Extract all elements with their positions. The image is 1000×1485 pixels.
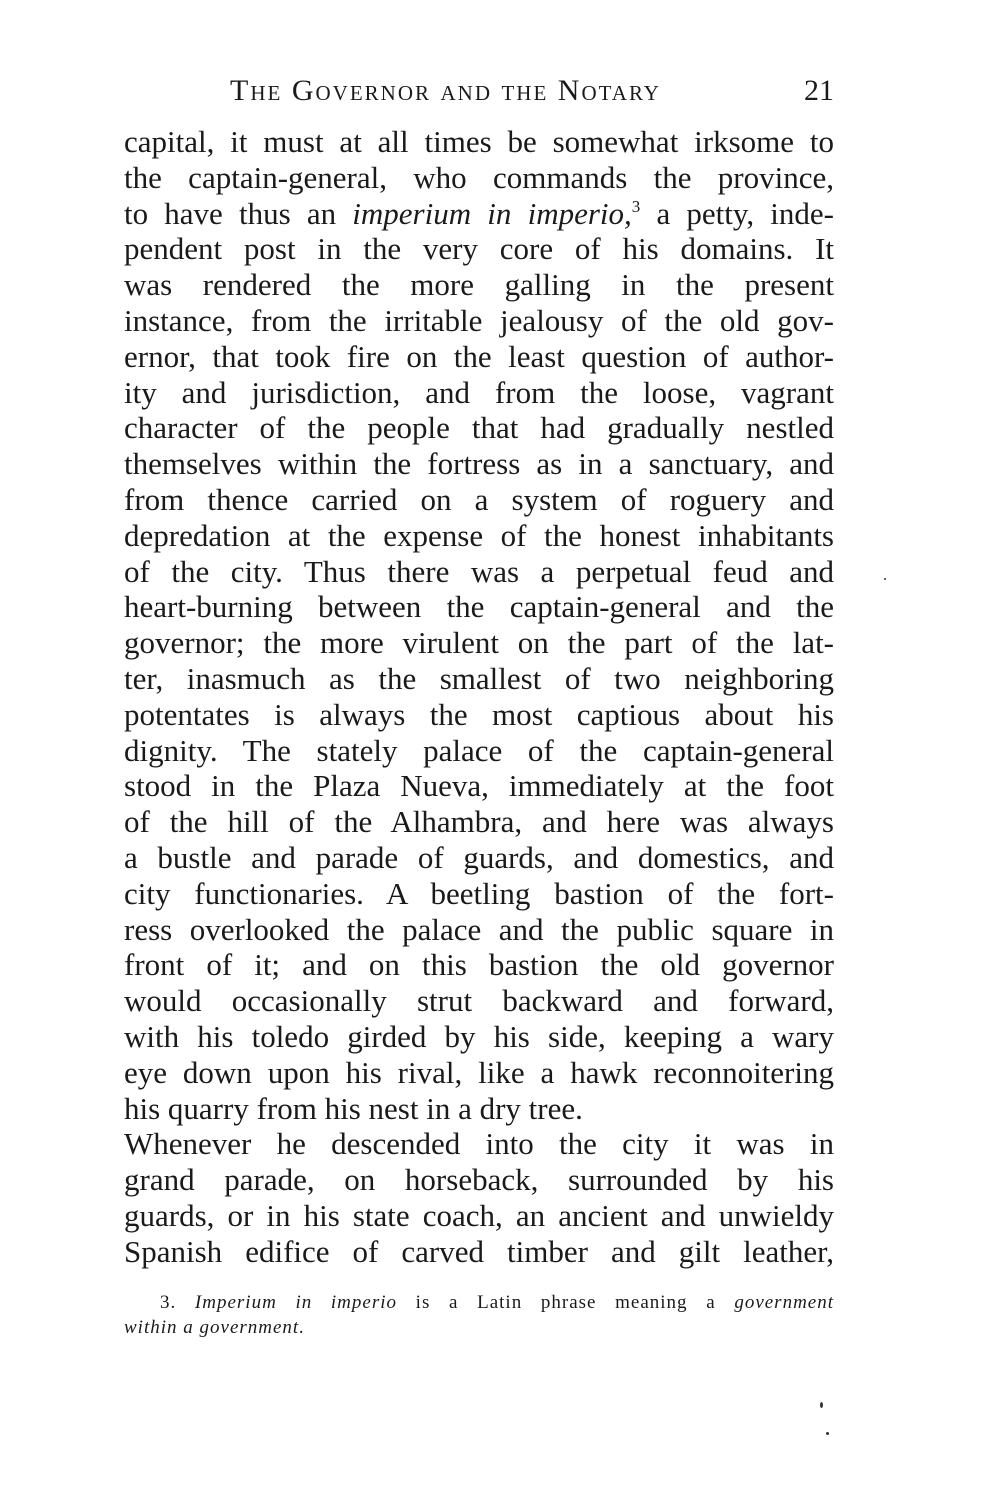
text-line: depredation at the expense of the honest inhabitants — [124, 517, 834, 553]
text-line: guards, or in his state coach, an ancient and unwieldy — [124, 1197, 834, 1233]
text-line: ernor, that took fire on the least question of author- — [124, 338, 834, 374]
text-line: themselves within the fortress as in a sanctuary, and — [124, 446, 834, 482]
footnote-line — [124, 1290, 834, 1315]
text-line: stood in the Plaza Nueva, immediately at the foot — [124, 768, 834, 804]
text-line: heart-burning between the captain-general and the — [124, 589, 834, 625]
text-line: ter, inasmuch as the smallest of two neighboring — [124, 660, 834, 696]
text-line: ress overlooked the palace and the public square in — [124, 911, 834, 947]
footnote-text: is a Latin phrase meaning a — [397, 1292, 735, 1313]
text-line: from thence carried on a system of roguery and — [124, 481, 834, 517]
text-line: instance, from the irritable jealousy of the old gov- — [124, 302, 834, 338]
text-line: the captain-general, who commands the province, — [124, 159, 834, 195]
text-line-with-footnote-ref — [124, 196, 834, 232]
text-line: grand parade, on horseback, surrounded by his — [124, 1162, 834, 1198]
italic-phrase: imperium in imperio, — [352, 195, 632, 231]
text-line: would occasionally strut backward and forward, — [124, 983, 834, 1019]
footnote — [124, 1290, 834, 1340]
text-segment: to have thus an — [124, 195, 353, 231]
text-line: potentates is always the most captious about his — [124, 696, 834, 732]
text-line: city functionaries. A beetling bastion of the fort- — [124, 875, 834, 911]
text-line: was rendered the more galling in the present — [124, 267, 834, 303]
footnote-number: 3. — [160, 1292, 177, 1313]
text-line: ity and jurisdiction, and from the loose, vagrant — [124, 374, 834, 410]
text-line: of the hill of the Alhambra, and here was always — [124, 804, 834, 840]
text-line: character of the people that had gradually nestled — [124, 410, 834, 446]
text-line: of the city. Thus there was a perpetual feud and — [124, 553, 834, 589]
scan-speck — [826, 1432, 829, 1435]
text-line: eye down upon his rival, like a hawk reconnoitering — [124, 1054, 834, 1090]
footnote-meaning: government — [734, 1292, 835, 1313]
footnote-ref-marker: 3 — [631, 196, 641, 216]
paragraph-start-line: Whenever he descended into the city it was in — [124, 1126, 834, 1162]
text-line: pendent post in the very core of his domains. It — [124, 231, 834, 267]
body-text — [124, 124, 834, 1270]
footnote-term: Imperium in imperio — [194, 1292, 398, 1313]
footnote-meaning-cont: within a government. — [124, 1317, 305, 1338]
scan-speck — [820, 1402, 823, 1408]
text-line: capital, it must at all times be somewhat irksome to — [124, 124, 834, 159]
running-head — [124, 72, 838, 116]
text-line: Spanish edifice of carved timber and gilt leather, — [124, 1233, 834, 1269]
paragraph-end-line: his quarry from his nest in a dry tree. — [124, 1090, 583, 1126]
text-line: governor; the more virulent on the part of the lat- — [124, 625, 834, 661]
text-line: dignity. The stately palace of the captain-general — [124, 732, 834, 768]
scan-speck — [884, 578, 886, 580]
text-line: a bustle and parade of guards, and domestics, and — [124, 839, 834, 875]
text-line: with his toledo girded by his side, keeping a wary — [124, 1018, 834, 1054]
page-number: 21 — [804, 74, 834, 107]
running-title: The Governor and the Notary — [230, 74, 661, 107]
text-line: front of it; and on this bastion the old governor — [124, 947, 834, 983]
footnote-line — [124, 1315, 834, 1340]
text-segment: a petty, inde- — [640, 195, 834, 231]
